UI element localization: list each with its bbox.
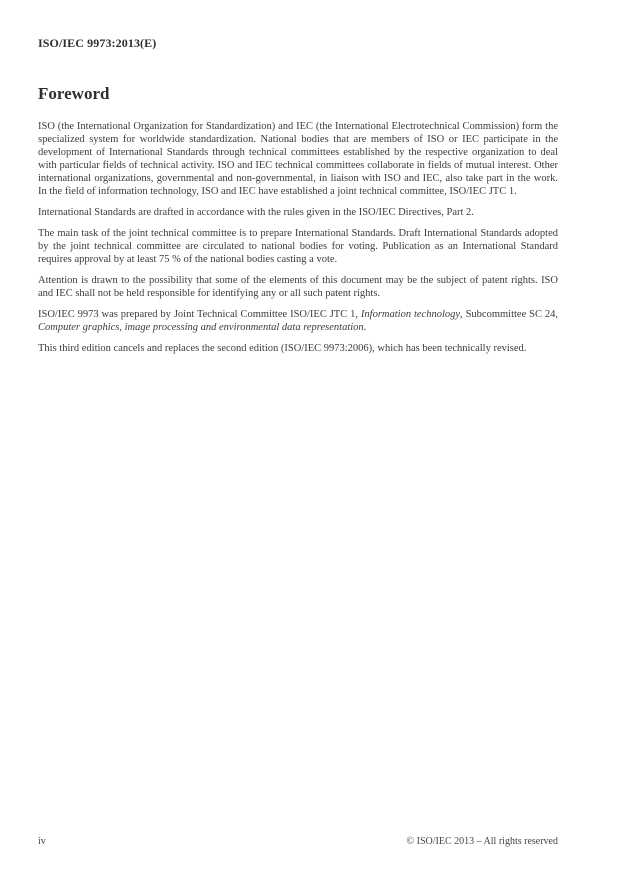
foreword-paragraph (38, 120, 558, 198)
foreword-paragraph (38, 274, 558, 300)
document-reference: ISO/IEC 9973:2013(E) (38, 36, 157, 50)
text-run: International Standards are drafted in accordance with the rules given in the ISO/IEC Directives, Part 2. (38, 207, 474, 218)
italic-text-run: Computer graphics, image processing and environmental data representation (38, 322, 364, 333)
page-number: iv (38, 836, 46, 847)
text-run: , Subcommittee SC 24, (460, 309, 559, 320)
foreword-paragraph (38, 342, 558, 355)
copyright-notice: © ISO/IEC 2013 – All rights reserved (406, 836, 558, 847)
foreword-paragraph (38, 206, 558, 219)
foreword-paragraph (38, 227, 558, 266)
italic-text-run: Information technology (360, 309, 461, 320)
text-run: . (363, 322, 367, 333)
foreword-body (38, 120, 558, 363)
page-title: Foreword (38, 84, 110, 103)
text-run: Attention is drawn to the possibility that some of the elements of this document may be the subject of patent rights. ISO and IEC shall not be held responsible for identifying any or all such patent rights. (38, 275, 558, 299)
text-run: ISO/IEC 9973 was prepared by Joint Technical Committee ISO/IEC JTC 1, (38, 309, 361, 320)
text-run: This third edition cancels and replaces the second edition (ISO/IEC 9973:2006), which has been technically revised. (38, 343, 527, 354)
text-run: ISO (the International Organization for Standardization) and IEC (the International Electrotechnical Commission) form the specialized system for worldwide standardization. National bodies that are members of ISO or IEC participate in the development of International Standards through technical committees established by the respective organization to deal with particular fields of technical activity. ISO and IEC technical committees collaborate in fields of mutual interest. Other international organizations, governmental and non-governmental, in liaison with ISO and IEC, also take part in the work. In the field of information technology, ISO and IEC have established a joint technical committee, ISO/IEC JTC 1. (38, 121, 558, 197)
page-footer (38, 836, 558, 847)
text-run: The main task of the joint technical committee is to prepare International Standards. Draft International Standards adopted by the joint technical committee are circulated to national bodies for voting. Publication as an International Standard requires approval by at least 75 % of the national bodies casting a vote. (38, 228, 558, 265)
foreword-paragraph (38, 308, 558, 334)
